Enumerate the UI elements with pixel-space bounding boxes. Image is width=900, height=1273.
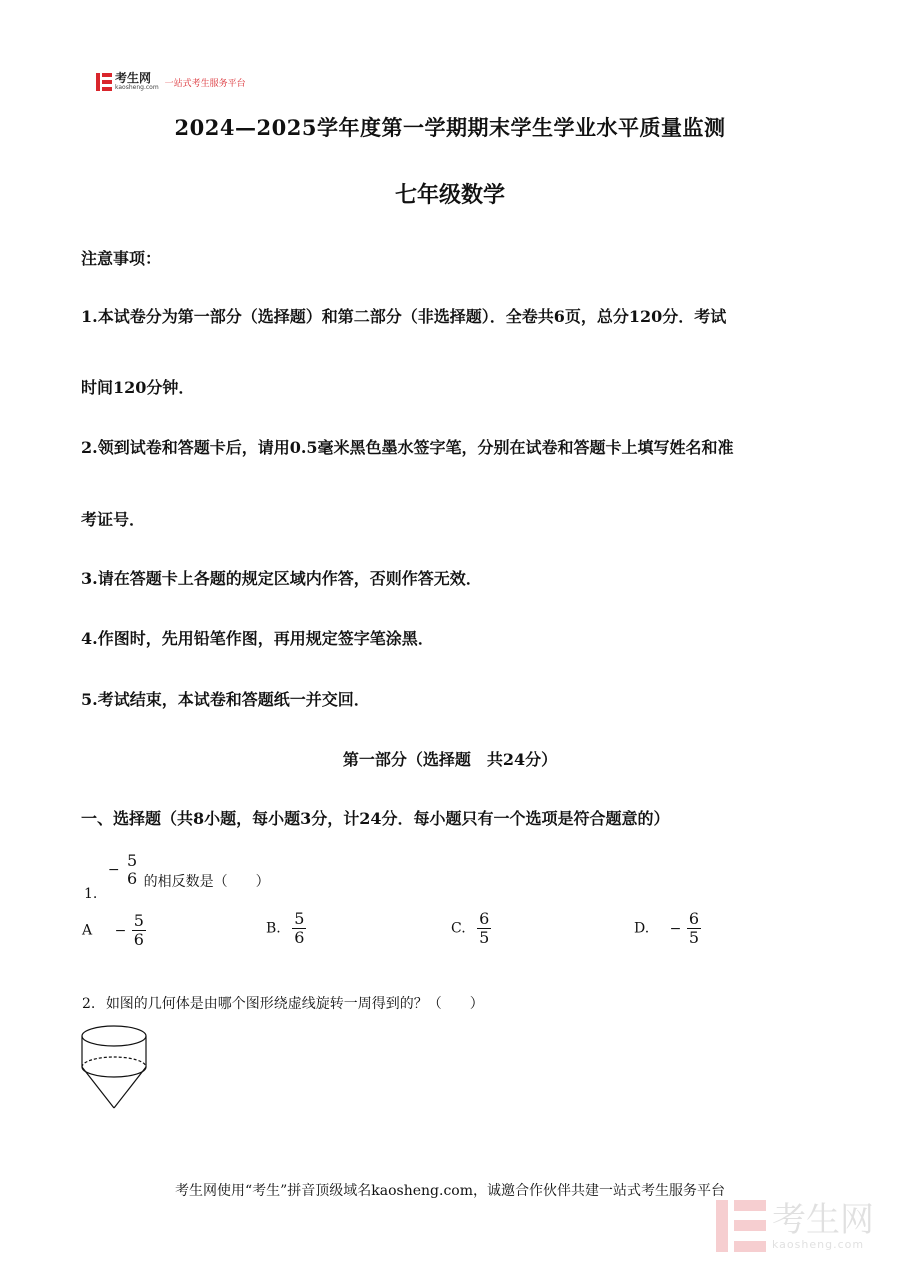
logo-icon xyxy=(96,73,112,91)
geometry-figure xyxy=(78,1022,150,1112)
fraction-denominator: 5 xyxy=(688,928,700,947)
option-c[interactable] xyxy=(451,910,491,947)
fraction-denominator: 6 xyxy=(133,930,144,949)
option-a-label: A xyxy=(82,922,93,939)
fraction-numerator: 5 xyxy=(133,911,144,930)
option-a[interactable] xyxy=(82,912,146,949)
question-1-number: 1. xyxy=(84,886,98,902)
header-logo xyxy=(96,72,246,92)
fraction-numerator: 6 xyxy=(688,909,700,928)
watermark-domain: kaosheng.com xyxy=(772,1237,865,1251)
option-b[interactable] xyxy=(266,910,306,947)
question-2 xyxy=(82,993,484,1013)
exam-title: 2024—2025学年度第一学期期末学生学业水平质量监测 xyxy=(174,115,726,140)
option-d-label: D. xyxy=(634,920,650,937)
note-5: 5.考试结束，本试卷和答题纸一并交回． xyxy=(81,690,370,709)
note-2-line-2: 考证号． xyxy=(81,510,146,529)
section-1-heading: 一、选择题（共8小题，每小题3分，计24分．每小题只有一个选项是符合题意的） xyxy=(81,809,670,828)
option-c-label: C. xyxy=(451,920,466,937)
option-a-fraction xyxy=(132,912,146,949)
watermark-name: 考生网 xyxy=(772,1199,874,1240)
note-1-line-1: 1.本试卷分为第一部分（选择题）和第二部分（非选择题）．全卷共6页，总分120分．考试 xyxy=(81,307,727,326)
exam-subtitle: 七年级数学 xyxy=(394,182,505,208)
option-c-fraction xyxy=(477,910,491,947)
logo-slogan: 一站式考生服务平台 xyxy=(164,78,246,89)
watermark xyxy=(716,1200,874,1252)
option-b-label: B. xyxy=(266,920,281,937)
question-1 xyxy=(84,852,270,902)
logo-name: 考生网 xyxy=(115,71,152,85)
fraction-numerator: 6 xyxy=(479,909,490,928)
question-1-sign: − xyxy=(107,862,120,878)
footer-text: 考生网使用“考生”拼音顶级域名kaosheng.com，诚邀合作伙伴共建一站式考生服务平台 xyxy=(174,1183,726,1199)
fraction-numerator: 5 xyxy=(127,851,138,870)
logo-domain: kaosheng.com xyxy=(115,84,159,91)
question-2-text: 如图的几何体是由哪个图形绕虚线旋转一周得到的？（ ） xyxy=(105,996,484,1012)
fraction-numerator: 5 xyxy=(294,909,305,928)
cylinder-bottom-back xyxy=(82,1057,146,1067)
option-d[interactable] xyxy=(634,910,701,947)
option-d-sign: − xyxy=(669,920,682,937)
fraction-denominator: 6 xyxy=(294,928,305,947)
question-1-text: 的相反数是（ ） xyxy=(143,874,270,890)
cylinder-bottom-front xyxy=(82,1067,146,1077)
fraction-denominator: 6 xyxy=(127,869,138,888)
cone-right-edge xyxy=(114,1067,146,1108)
option-d-fraction xyxy=(687,910,701,947)
note-3: 3.请在答题卡上各题的规定区域内作答，否则作答无效． xyxy=(81,569,482,588)
question-1-fraction xyxy=(125,852,139,888)
fraction-denominator: 5 xyxy=(479,928,490,947)
part-1-heading: 第一部分（选择题 共24分） xyxy=(342,750,558,769)
watermark-logo-icon xyxy=(716,1200,766,1252)
note-2-line-1: 2.领到试卷和答题卡后，请用0.5毫米黑色墨水签字笔，分别在试卷和答题卡上填写姓名和准 xyxy=(81,438,734,457)
cylinder-top-ellipse xyxy=(82,1026,146,1046)
note-1-line-2: 时间120分钟． xyxy=(81,378,195,397)
question-2-number: 2. xyxy=(82,996,96,1012)
notes-heading: 注意事项： xyxy=(81,249,162,268)
option-b-fraction xyxy=(292,910,306,947)
note-4: 4.作图时，先用铅笔作图，再用规定签字笔涂黑． xyxy=(81,629,434,648)
option-a-sign: − xyxy=(114,922,127,939)
cone-left-edge xyxy=(82,1067,114,1108)
